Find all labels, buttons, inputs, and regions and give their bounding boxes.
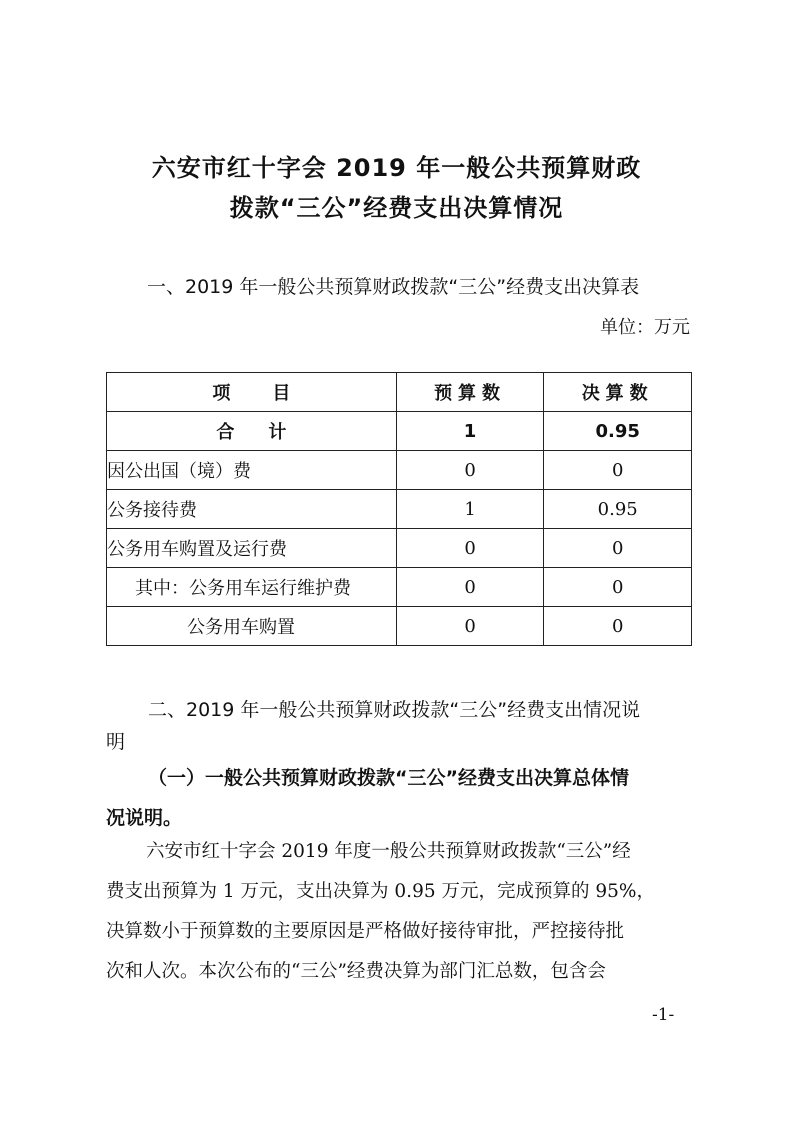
- row-final: 0: [544, 607, 692, 646]
- table-row: [107, 607, 692, 646]
- row-budget: 1: [396, 490, 544, 529]
- header-final: 决算数: [544, 373, 692, 412]
- header-budget: 预算数: [396, 373, 544, 412]
- subsection1-heading-line1: （一）一般公共预算财政拨款“三公”经费支出决算总体情: [148, 767, 629, 789]
- subsection1-heading-line2: 况说明。: [106, 807, 183, 829]
- header-item: 项 目: [107, 373, 397, 412]
- body-line-2: 费支出预算为 1 万元，支出决算为 0.95 万元，完成预算的 95%，: [106, 881, 655, 902]
- unit-label: 单位：万元: [600, 317, 690, 338]
- section2-heading-line2: 明: [106, 731, 126, 753]
- row-budget: 0: [396, 568, 544, 607]
- section2-heading-line1: 二、2019 年一般公共预算财政拨款“三公”经费支出情况说: [148, 699, 641, 721]
- row-final: 0: [544, 529, 692, 568]
- total-label: 合 计: [107, 412, 397, 451]
- row-label: 公务用车购置及运行费: [107, 529, 397, 568]
- table-header-row: [107, 373, 692, 412]
- row-budget: 0: [396, 451, 544, 490]
- three-public-expenses-table: [106, 372, 692, 646]
- table-row: [107, 490, 692, 529]
- body-line-1: 六安市红十字会 2019 年度一般公共预算财政拨款“三公”经: [146, 841, 631, 862]
- table-row: [107, 568, 692, 607]
- document-title-line1: 六安市红十字会 2019 年一般公共预算财政: [151, 154, 642, 182]
- document-title-line2: 拨款“三公”经费支出决算情况: [229, 194, 564, 222]
- row-budget: 0: [396, 529, 544, 568]
- body-line-4: 次和人次。本次公布的“三公”经费决算为部门汇总数，包含会: [106, 961, 606, 982]
- row-label: 公务接待费: [107, 490, 397, 529]
- subsection1-heading: [106, 758, 692, 838]
- page-number: -1-: [652, 1005, 675, 1025]
- row-label: 公务用车购置: [107, 607, 397, 646]
- row-budget: 0: [396, 607, 544, 646]
- body-paragraph: [106, 832, 692, 992]
- total-budget: 1: [396, 412, 544, 451]
- row-final: 0: [544, 568, 692, 607]
- table-total-row: [107, 412, 692, 451]
- row-label: 其中：公务用车运行维护费: [107, 568, 397, 607]
- body-line-3: 决算数小于预算数的主要原因是严格做好接待审批，严控接待批: [106, 921, 625, 942]
- row-label: 因公出国（境）费: [107, 451, 397, 490]
- row-final: 0: [544, 451, 692, 490]
- table-row: [107, 529, 692, 568]
- section1-heading: 一、2019 年一般公共预算财政拨款“三公”经费支出决算表: [147, 276, 640, 298]
- table-row: [107, 451, 692, 490]
- total-final: 0.95: [544, 412, 692, 451]
- section2-heading: [106, 690, 692, 762]
- row-final: 0.95: [544, 490, 692, 529]
